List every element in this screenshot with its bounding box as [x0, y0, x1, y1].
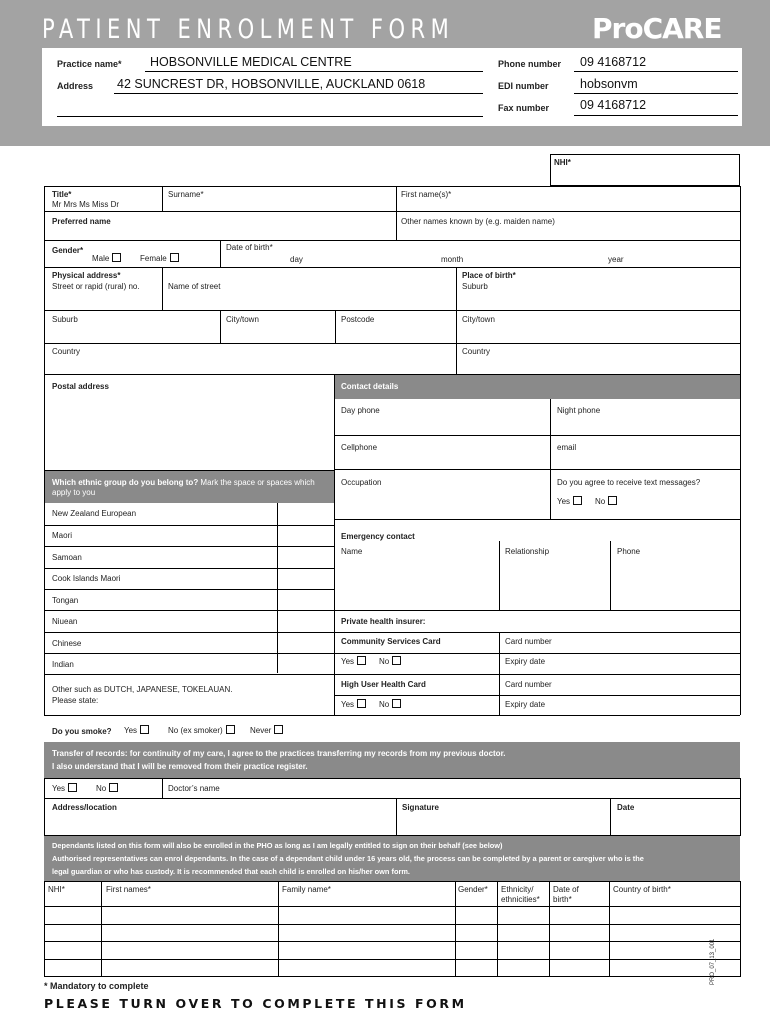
csc-no[interactable]: [379, 656, 401, 667]
practice-name-label: Practice name*: [57, 59, 122, 69]
postal-address-label: Postal address: [52, 382, 109, 391]
emergency-relationship-label: Relationship: [505, 547, 550, 556]
mandatory-note: * Mandatory to complete: [44, 981, 149, 991]
col-family-name: Family name*: [282, 885, 331, 894]
transfer-line1: Transfer of records: for continuity of my care, I agree to the practices transferring my records from my previous doctor.: [52, 749, 506, 758]
email-label: email: [557, 443, 577, 452]
ethnic-header-rest: Mark the space or spaces which apply to you: [52, 478, 315, 497]
csc-expiry-label: Expiry date: [505, 657, 546, 666]
emergency-phone-label: Phone: [617, 547, 641, 556]
dependants-line1: Dependants listed on this form will also be enrolled in the PHO as long as I am legally entitled to sign on their behalf (see below): [52, 841, 503, 850]
street-name-label: Name of street: [168, 282, 221, 291]
ethnic-other-label: Other such as DUTCH, JAPANESE, TOKELAUAN.: [52, 685, 233, 694]
huhc-no-label: No: [379, 700, 390, 709]
huhc-no-checkbox[interactable]: [392, 699, 401, 708]
transfer-yes-label: Yes: [52, 784, 66, 793]
other-names-label: Other names known by (e.g. maiden name): [401, 217, 555, 226]
street-number-label: Street or rapid (rural) no.: [52, 282, 140, 291]
text-msg-yes-checkbox[interactable]: [573, 496, 582, 505]
cellphone-label: Cellphone: [341, 443, 378, 452]
dependants-line3: legal guardian or who has custody. It is recommended that each child is enrolled on his/her own form.: [52, 867, 410, 876]
city-label: City/town: [226, 315, 259, 324]
huhc-yes-checkbox[interactable]: [357, 699, 366, 708]
dependants-line2: Authorised representatives can enrol dependants. In the case of a dependant child under 16 years old, the process can be completed by a parent or caregiver who is the: [52, 854, 644, 863]
smoke-no-ex-label: No (ex smoker): [168, 726, 223, 735]
huhc-yes[interactable]: [341, 699, 366, 710]
place-of-birth-label: Place of birth*: [462, 271, 516, 280]
pob-country-label: Country: [462, 347, 491, 356]
nhi-label: NHI*: [554, 158, 571, 167]
text-msg-yes[interactable]: [557, 496, 582, 507]
text-msg-label: Do you agree to receive text messages?: [557, 478, 701, 487]
night-phone-label: Night phone: [557, 406, 601, 415]
transfer-no[interactable]: [96, 783, 118, 794]
text-msg-no-label: No: [595, 497, 606, 506]
text-msg-no[interactable]: [595, 496, 617, 507]
dob-label: Date of birth*: [226, 243, 273, 252]
csc-yes-label: Yes: [341, 657, 355, 666]
smoke-yes[interactable]: [124, 725, 149, 736]
dob-month[interactable]: month: [441, 255, 464, 264]
fax-value[interactable]: 09 4168712: [580, 98, 647, 112]
nhi-box[interactable]: [550, 154, 740, 186]
female-checkbox[interactable]: [170, 253, 179, 262]
huhc-expiry-label: Expiry date: [505, 700, 546, 709]
huhc-card-number-label: Card number: [505, 680, 552, 689]
day-phone-label: Day phone: [341, 406, 380, 415]
date-label: Date: [617, 803, 635, 812]
gender-label: Gender*: [52, 246, 84, 255]
fax-label: Fax number: [498, 103, 550, 113]
col-country: Country of birth*: [613, 885, 671, 894]
address-location-label: Address/location: [52, 803, 117, 812]
surname-label: Surname*: [168, 190, 204, 199]
form-title: PATIENT ENROLMENT FORM: [42, 14, 455, 45]
transfer-yes[interactable]: [52, 783, 77, 794]
ethnic-please-state[interactable]: Please state:: [52, 696, 99, 705]
pob-suburb-label: Suburb: [462, 282, 488, 291]
col-gender: Gender*: [458, 885, 488, 894]
ethnic-header-bold: Which ethnic group do you belong to?: [52, 478, 199, 487]
male-option[interactable]: [92, 253, 121, 264]
preferred-name-label: Preferred name: [52, 217, 111, 226]
title-label: Title*: [52, 190, 72, 199]
edi-value[interactable]: hobsonvm: [580, 77, 638, 91]
ethnic-indian[interactable]: Indian: [52, 660, 74, 669]
female-label: Female: [140, 254, 167, 263]
doctor-name-label: Doctor’s name: [168, 784, 220, 793]
postcode-label: Postcode: [341, 315, 375, 324]
ethnic-niuean[interactable]: Niuean: [52, 617, 78, 626]
edi-label: EDI number: [498, 81, 549, 91]
country-label: Country: [52, 347, 81, 356]
first-names-label: First name(s)*: [401, 190, 452, 199]
csc-yes-checkbox[interactable]: [357, 656, 366, 665]
text-msg-no-checkbox[interactable]: [608, 496, 617, 505]
contact-header: Contact details: [341, 382, 399, 391]
pob-city-label: City/town: [462, 315, 495, 324]
transfer-no-label: No: [96, 784, 107, 793]
phone-label: Phone number: [498, 59, 562, 69]
smoke-no-ex-checkbox[interactable]: [226, 725, 235, 734]
huhc-no[interactable]: [379, 699, 401, 710]
col-nhi: NHI*: [48, 885, 65, 894]
smoke-yes-checkbox[interactable]: [140, 725, 149, 734]
transfer-no-checkbox[interactable]: [109, 783, 118, 792]
ethnic-maori[interactable]: Maori: [52, 531, 73, 540]
col-ethnicity: Ethnicity/ ethnicities*: [501, 885, 540, 904]
signature-label: Signature: [402, 803, 439, 812]
text-msg-yes-label: Yes: [557, 497, 571, 506]
dob-day[interactable]: day: [290, 255, 303, 264]
ethnic-nz-european[interactable]: New Zealand European: [52, 509, 137, 518]
address-label: Address: [57, 81, 94, 91]
logo-text: ProCARE: [592, 12, 722, 45]
smoke-no-ex[interactable]: [168, 725, 235, 736]
csc-card-number-label: Card number: [505, 637, 552, 646]
csc-no-label: No: [379, 657, 390, 666]
title-options[interactable]: Mr Mrs Ms Miss Dr: [52, 200, 120, 209]
turn-over-note: PLEASE TURN OVER TO COMPLETE THIS FORM: [44, 996, 467, 1011]
dob-year[interactable]: year: [608, 255, 624, 264]
suburb-label: Suburb: [52, 315, 78, 324]
transfer-yes-checkbox[interactable]: [68, 783, 77, 792]
col-first-names: First names*: [106, 885, 151, 894]
smoke-yes-label: Yes: [124, 726, 138, 735]
practice-name-value[interactable]: HOBSONVILLE MEDICAL CENTRE: [150, 55, 352, 69]
phone-value[interactable]: 09 4168712: [580, 55, 647, 69]
csc-no-checkbox[interactable]: [392, 656, 401, 665]
smoke-question: Do you smoke?: [52, 727, 112, 736]
smoke-never[interactable]: [250, 725, 283, 736]
female-option[interactable]: [140, 253, 179, 264]
emergency-name-label: Name: [341, 547, 363, 556]
address-value[interactable]: 42 SUNCREST DR, HOBSONVILLE, AUCKLAND 0618: [117, 77, 426, 91]
occupation-label: Occupation: [341, 478, 382, 487]
procare-logo: [592, 12, 721, 45]
ethnic-header: [52, 478, 328, 497]
ethnic-cook-islands-maori[interactable]: Cook Islands Maori: [52, 574, 121, 583]
huhc-label: High User Health Card: [341, 680, 426, 689]
smoke-never-label: Never: [250, 726, 272, 735]
male-label: Male: [92, 254, 110, 263]
ethnic-samoan[interactable]: Samoan: [52, 553, 82, 562]
col-dob: Date of birth*: [553, 885, 579, 904]
private-insurer-label[interactable]: Private health insurer:: [341, 617, 426, 626]
ethnic-chinese[interactable]: Chinese: [52, 639, 82, 648]
physical-address-label: Physical address*: [52, 271, 121, 280]
transfer-line2: I also understand that I will be removed from their practice register.: [52, 762, 308, 771]
emergency-header: Emergency contact: [341, 532, 415, 541]
huhc-yes-label: Yes: [341, 700, 355, 709]
male-checkbox[interactable]: [112, 253, 121, 262]
csc-yes[interactable]: [341, 656, 366, 667]
csc-label: Community Services Card: [341, 637, 441, 646]
ethnic-tongan[interactable]: Tongan: [52, 596, 79, 605]
form-code: PRO_07_13_001: [710, 938, 716, 985]
smoke-never-checkbox[interactable]: [274, 725, 283, 734]
transfer-bar: [44, 742, 740, 778]
